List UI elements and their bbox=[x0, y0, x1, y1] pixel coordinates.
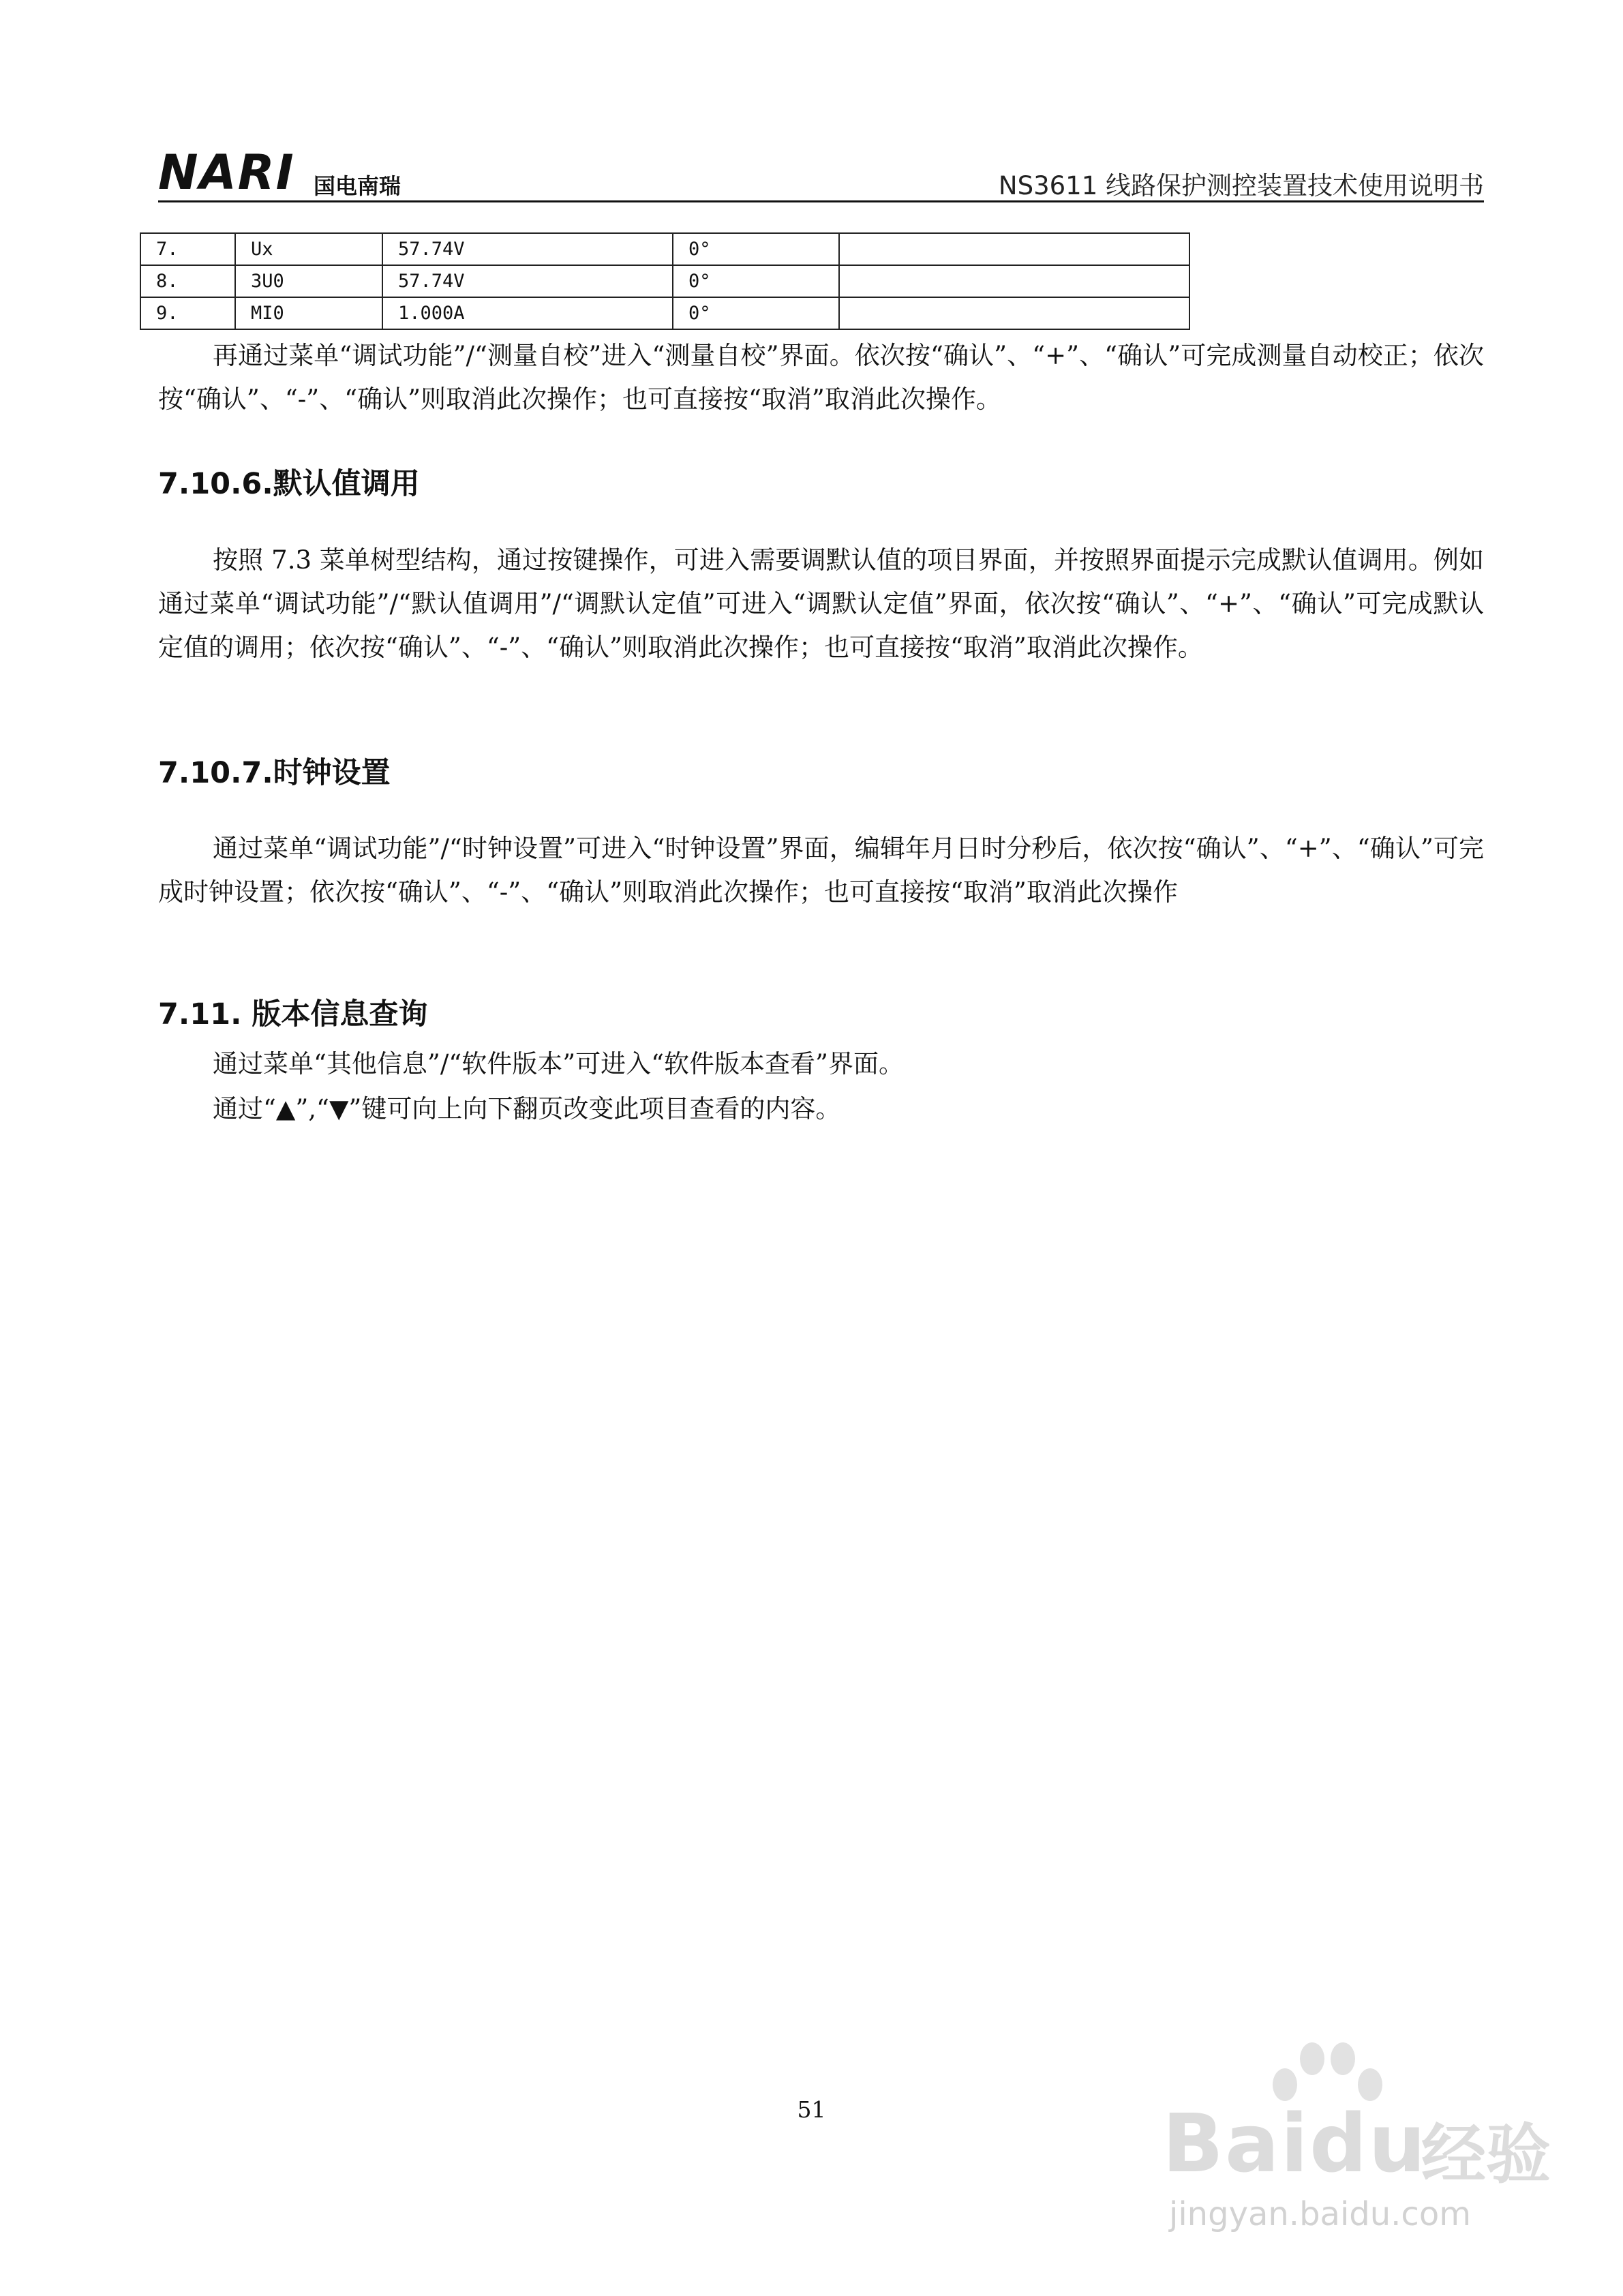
watermark-url: jingyan.baidu.com bbox=[1169, 2195, 1471, 2233]
header-divider bbox=[158, 200, 1484, 202]
section-heading-clock-setting: 7.10.7.时钟设置 bbox=[158, 756, 391, 790]
cell-channel: MI0 bbox=[235, 297, 382, 329]
table-row bbox=[140, 233, 1189, 265]
document-title: NS3611 线路保护测控装置技术使用说明书 bbox=[998, 171, 1484, 200]
paragraph-version-paging: 通过“▲”,“▼”键可向上向下翻页改变此项目查看的内容。 bbox=[213, 1094, 841, 1123]
cell-index: 7. bbox=[140, 233, 235, 265]
cell-value: 57.74V bbox=[382, 265, 673, 297]
cell-value: 1.000A bbox=[382, 297, 673, 329]
baidu-watermark bbox=[1135, 2031, 1558, 2256]
cell-channel: Ux bbox=[235, 233, 382, 265]
paragraph-clock-setting: 通过菜单“调试功能”/“时钟设置”可进入“时钟设置”界面，编辑年月日时分秒后，依次按“确认”、“+”、“确认”可完成时钟设置；依次按“确认”、“-”、“确认”则取消此次操作；也可直接按“取消”取消此次操作 bbox=[158, 834, 1484, 907]
measurement-table bbox=[140, 232, 1190, 330]
cell-channel: 3U0 bbox=[235, 265, 382, 297]
paragraph-measurement-calibration: 再通过菜单“调试功能”/“测量自校”进入“测量自校”界面。依次按“确认”、“+”、“确认”可完成测量自动校正；依次按“确认”、“-”、“确认”则取消此次操作；也可直接按“取消”取消此次操作。 bbox=[158, 341, 1484, 414]
watermark-brand: Baidu bbox=[1162, 2096, 1427, 2190]
section-heading-version-info: 7.11. 版本信息查询 bbox=[158, 997, 428, 1031]
cell-angle: 0° bbox=[673, 297, 839, 329]
watermark-cn: 经验 bbox=[1421, 2117, 1551, 2192]
table-row bbox=[140, 297, 1189, 329]
paragraph-default-value: 按照 7.3 菜单树型结构，通过按键操作，可进入需要调默认值的项目界面，并按照界面提示完成默认值调用。例如通过菜单“调试功能”/“默认值调用”/“调默认定值”可进入“调默认定值”界面，依次按“确认”、“+”、“确认”可完成默认定值的调用；依次按“确认”、“-”、“确认”则取消此次操作；也可直接按“取消”取消此次操作。 bbox=[158, 545, 1484, 662]
table-row bbox=[140, 265, 1189, 297]
logo-cn-text: 国电南瑞 bbox=[314, 173, 401, 199]
cell-angle: 0° bbox=[673, 265, 839, 297]
cell-note bbox=[839, 265, 1189, 297]
cell-note bbox=[839, 233, 1189, 265]
page-header bbox=[158, 143, 1484, 202]
cell-index: 8. bbox=[140, 265, 235, 297]
cell-index: 9. bbox=[140, 297, 235, 329]
paragraph-version-menu: 通过菜单“其他信息”/“软件版本”可进入“软件版本查看”界面。 bbox=[213, 1049, 904, 1078]
cell-angle: 0° bbox=[673, 233, 839, 265]
page-number: 51 bbox=[797, 2096, 826, 2123]
section-heading-default-value: 7.10.6.默认值调用 bbox=[158, 467, 420, 501]
logo-text: NARI bbox=[158, 145, 295, 200]
cell-note bbox=[839, 297, 1189, 329]
cell-value: 57.74V bbox=[382, 233, 673, 265]
